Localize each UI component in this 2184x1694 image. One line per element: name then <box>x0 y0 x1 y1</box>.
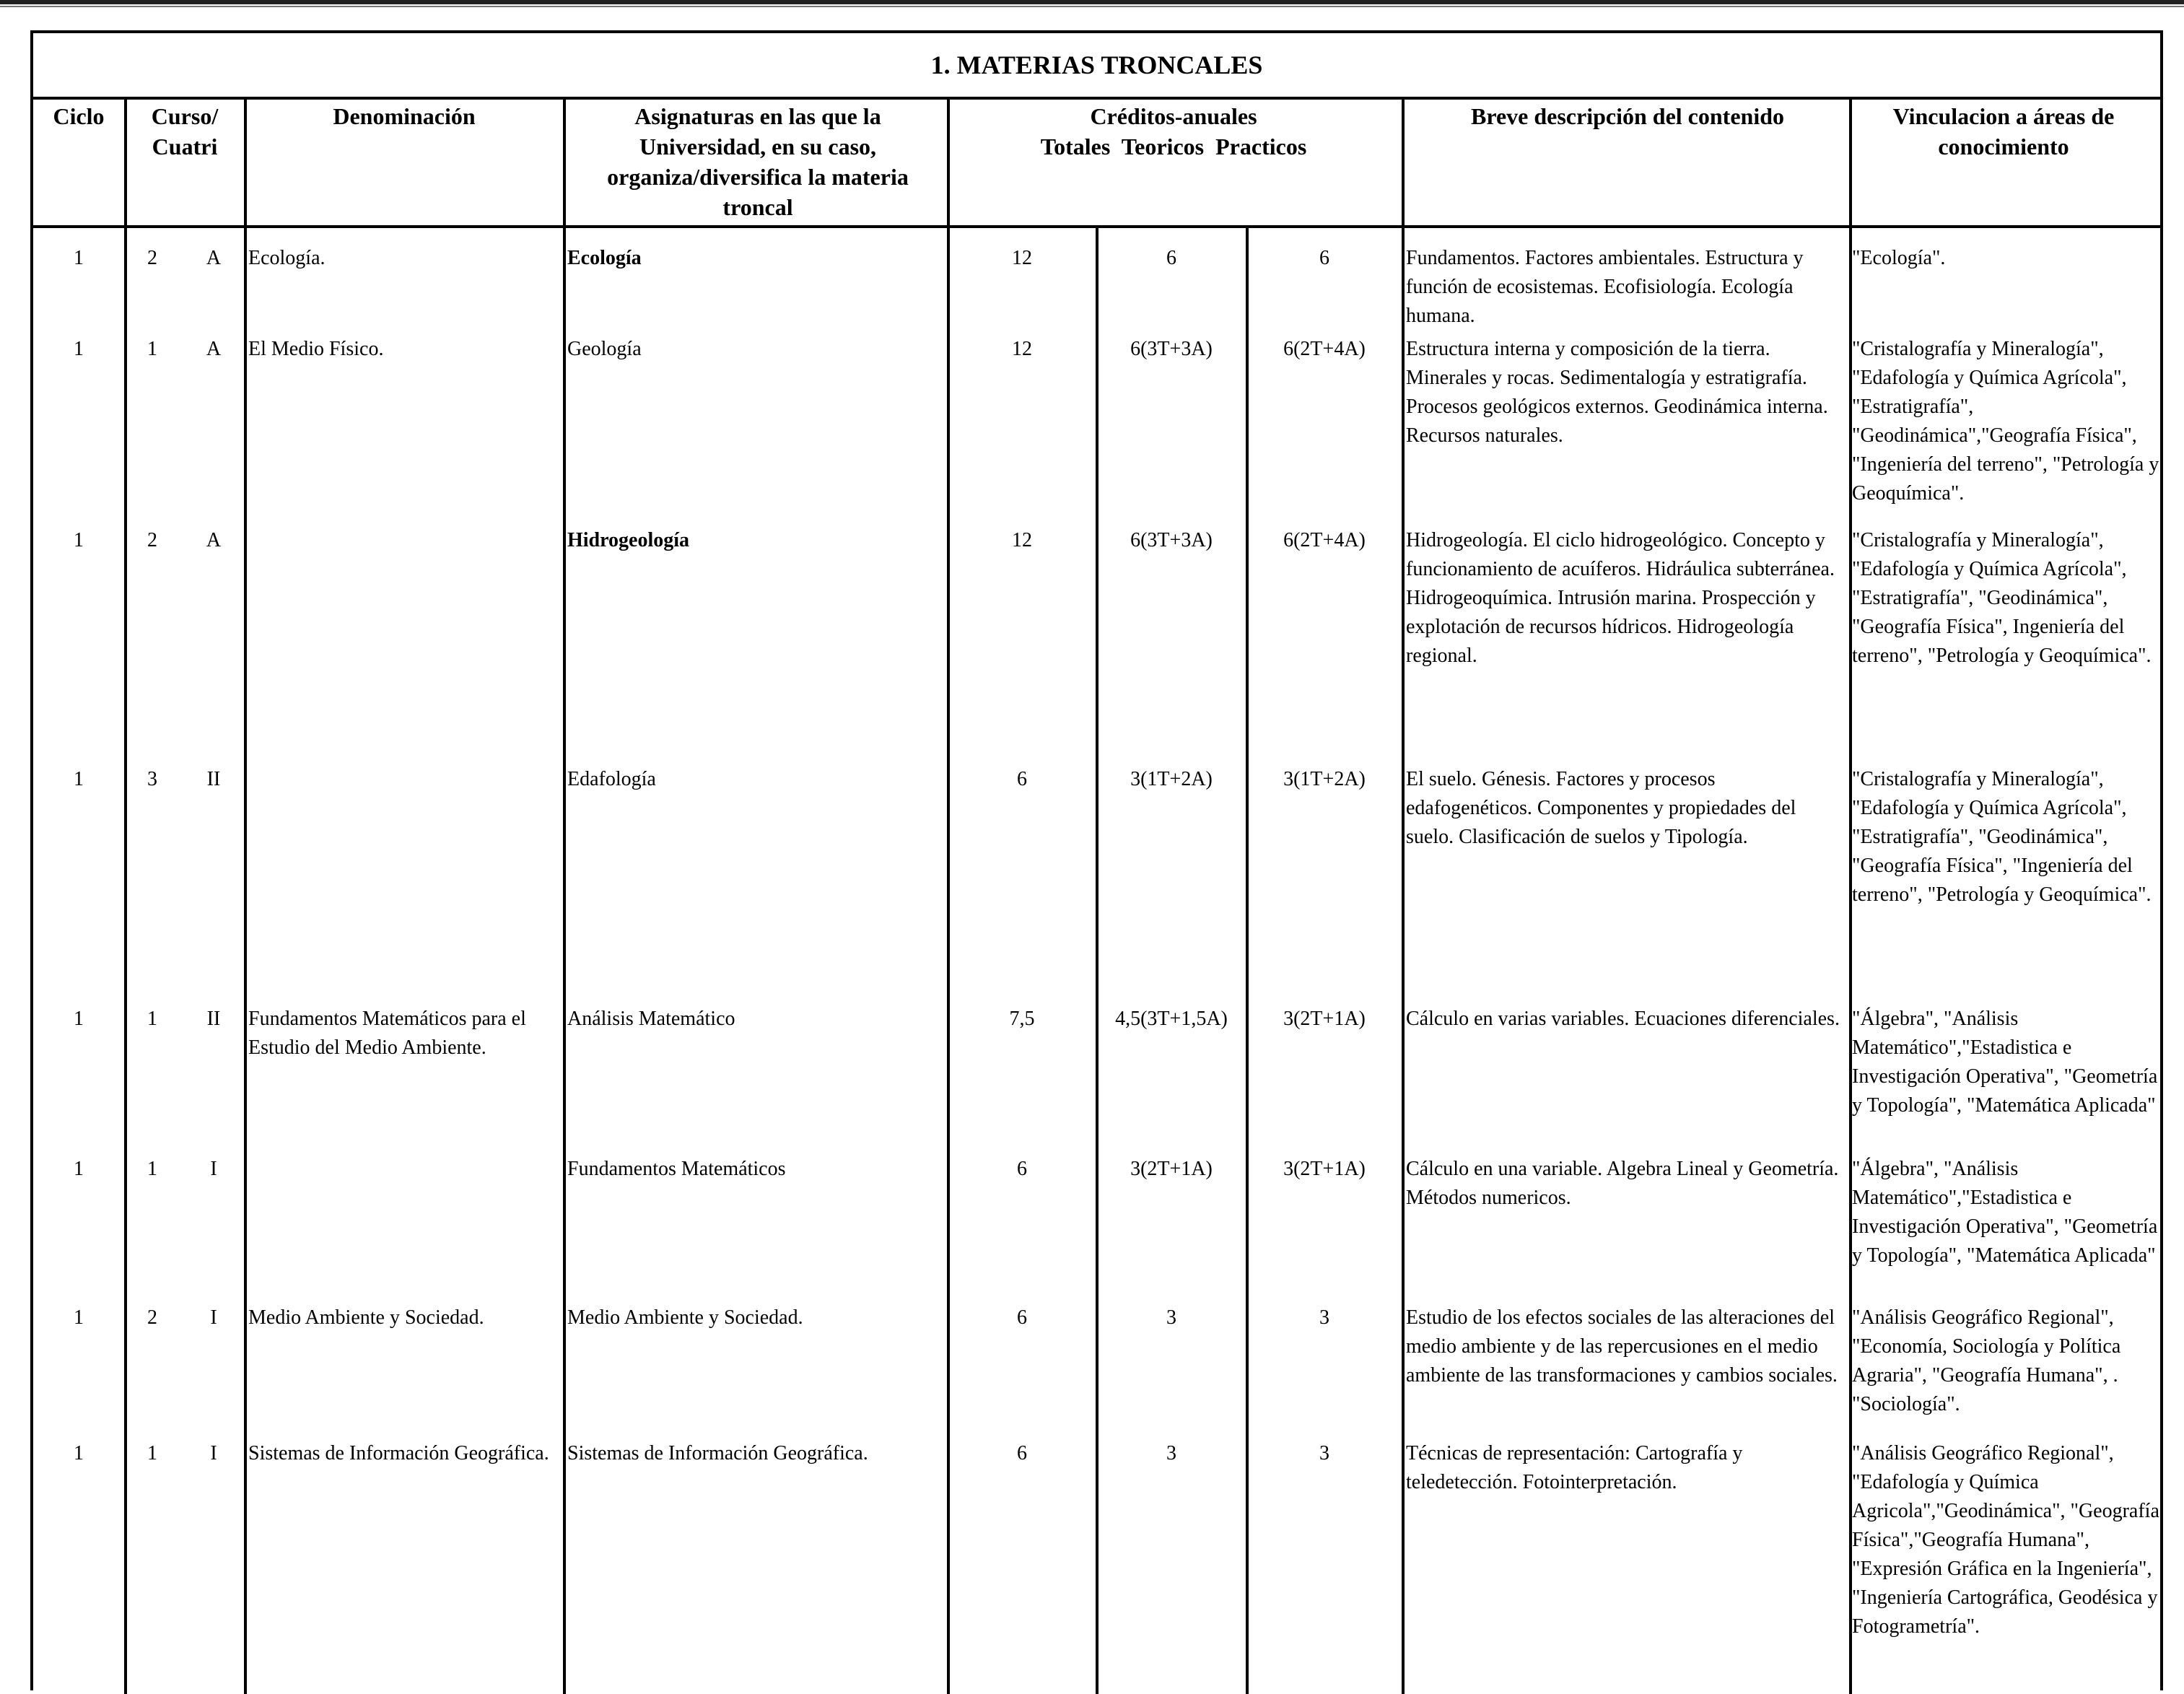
row2-totales: 12 <box>1012 338 1032 360</box>
header-vinculacion: Vinculacion a áreas de conocimiento <box>1892 103 2115 160</box>
row4-practicos: 3(1T+2A) <box>1283 768 1366 790</box>
row3-descripcion: Hidrogeología. El ciclo hidrogeológico. Concepto y funcionamiento de acuíferos. Hidráulica subterránea. Hidrogeoquímica. Intrusión marina. Prospección y explotación de recursos hídricos. Hidrogeología regional. <box>1406 529 1835 667</box>
row5-totales: 7,5 <box>1009 1008 1035 1030</box>
row7-practicos: 3 <box>1319 1306 1329 1329</box>
row2-teoricos: 6(3T+3A) <box>1130 338 1213 360</box>
row3-practicos: 6(2T+4A) <box>1283 529 1366 551</box>
row8-cuatri: I <box>210 1442 217 1464</box>
row6-vinculacion: "Álgebra", "Análisis Matemático","Estadistica e Investigación Operativa", "Geometría y Topología", "Matemática Aplicada" <box>1852 1158 2158 1267</box>
row1-totales: 12 <box>1012 247 1032 269</box>
row2-asignatura: Geología <box>567 338 642 360</box>
row7-descripcion: Estudio de los efectos sociales de las alteraciones del medio ambiente y de las repercusiones en el medio ambiente de las transformaciones y cambios sociales. <box>1406 1306 1838 1387</box>
row4-descripcion: El suelo. Génesis. Factores y procesos edafogenéticos. Componentes y propiedades del suelo. Clasificación de suelos y Tipología. <box>1406 768 1796 848</box>
row1-asignatura: Ecología <box>567 247 642 269</box>
scan-top-edge <box>0 0 2184 4</box>
row5-ciclo: 1 <box>74 1008 84 1030</box>
row1-ciclo: 1 <box>74 247 84 269</box>
row3-vinculacion: "Cristalografía y Mineralogía", "Edafología y Química Agrícola", "Estratigrafía", "Geodinámica", "Geografía Física", Ingeniería del terreno", "Petrología y Geoquímica". <box>1852 529 2152 667</box>
row4-vinculacion: "Cristalografía y Mineralogía", "Edafología y Química Agrícola", "Estratigrafía", "Geodinámica", "Geografía Física", "Ingeniería del terreno", "Petrología y Geoquímica". <box>1852 768 2152 906</box>
row5-curso: 1 <box>147 1008 157 1030</box>
header-creditos-title: Créditos-anuales <box>1090 103 1257 129</box>
row5-denominacion: Fundamentos Matemáticos para el Estudio del Medio Ambiente. <box>248 1008 526 1059</box>
row4-ciclo: 1 <box>74 768 84 790</box>
row3-cuatri: A <box>206 529 222 551</box>
row4-cuatri: II <box>206 768 221 790</box>
row5-cuatri: II <box>206 1008 221 1030</box>
row7-ciclo: 1 <box>74 1306 84 1329</box>
row6-cuatri: I <box>210 1158 217 1180</box>
row2-descripcion: Estructura interna y composición de la tierra. Minerales y rocas. Sedimentalogía y estratigrafía. Procesos geológicos externos. Geodinámica interna. Recursos naturales. <box>1406 338 1828 447</box>
row8-ciclo: 1 <box>74 1442 84 1464</box>
row8-practicos: 3 <box>1319 1442 1329 1464</box>
row4-teoricos: 3(1T+2A) <box>1130 768 1213 790</box>
row3-asignatura: Hidrogeología <box>567 529 690 551</box>
row3-ciclo: 1 <box>74 529 84 551</box>
row7-vinculacion: "Análisis Geográfico Regional", "Economía, Sociología y Política Agraria", "Geografía Humana", . "Sociología". <box>1852 1306 2121 1415</box>
row6-descripcion: Cálculo en una variable. Algebra Lineal y Geometría. Métodos numericos. <box>1406 1158 1839 1209</box>
row1-practicos: 6 <box>1319 247 1329 269</box>
header-descripcion: Breve descripción del contenido <box>1470 103 1785 129</box>
row5-teoricos: 4,5(3T+1,5A) <box>1115 1008 1228 1030</box>
row4-totales: 6 <box>1017 768 1027 790</box>
row1-vinculacion: "Ecología". <box>1852 247 1946 269</box>
header-curso-cuatri: Curso/ Cuatri <box>151 103 219 160</box>
row2-cuatri: A <box>206 338 222 360</box>
row7-cuatri: I <box>210 1306 217 1329</box>
row3-teoricos: 6(3T+3A) <box>1130 529 1213 551</box>
row6-teoricos: 3(2T+1A) <box>1130 1158 1213 1180</box>
title-divider <box>30 97 2163 100</box>
row4-curso: 3 <box>147 768 157 790</box>
row7-totales: 6 <box>1017 1306 1027 1329</box>
row1-curso: 2 <box>147 247 157 269</box>
row1-descripcion: Fundamentos. Factores ambientales. Estructura y función de ecosistemas. Ecofisiología. Ecología humana. <box>1406 247 1804 327</box>
row2-curso: 1 <box>147 338 157 360</box>
col-line-6 <box>1246 228 1249 1694</box>
row4-asignatura: Edafología <box>567 768 656 790</box>
row8-descripcion: Técnicas de representación: Cartografía y teledetección. Fotointerpretación. <box>1406 1442 1743 1493</box>
header-ciclo: Ciclo <box>53 103 105 129</box>
row8-asignatura: Sistemas de Información Geográfica. <box>567 1442 868 1464</box>
col-line-3 <box>563 100 566 1694</box>
row2-denominacion: El Medio Físico. <box>248 338 384 360</box>
row6-practicos: 3(2T+1A) <box>1283 1158 1366 1180</box>
row6-asignatura: Fundamentos Matemáticos <box>567 1158 786 1180</box>
col-line-2 <box>244 100 247 1694</box>
col-line-7 <box>1402 100 1405 1694</box>
row5-practicos: 3(2T+1A) <box>1283 1008 1366 1030</box>
row1-teoricos: 6 <box>1166 247 1176 269</box>
header-creditos-sub: Totales Teoricos Practicos <box>1040 134 1307 160</box>
scan-top-edge-shadow <box>0 6 2184 7</box>
col-line-5 <box>1096 228 1098 1694</box>
row6-curso: 1 <box>147 1158 157 1180</box>
row5-asignatura: Análisis Matemático <box>567 1008 735 1030</box>
row1-cuatri: A <box>206 247 222 269</box>
row7-teoricos: 3 <box>1166 1306 1176 1329</box>
row6-totales: 6 <box>1017 1158 1027 1180</box>
row5-descripcion: Cálculo en varias variables. Ecuaciones diferenciales. <box>1406 1008 1840 1030</box>
row7-curso: 2 <box>147 1306 157 1329</box>
row7-denominacion: Medio Ambiente y Sociedad. <box>248 1306 484 1329</box>
row3-totales: 12 <box>1012 529 1032 551</box>
row8-denominacion: Sistemas de Información Geográfica. <box>248 1442 549 1464</box>
row2-vinculacion: "Cristalografía y Mineralogía", "Edafología y Química Agrícola", "Estratigrafía", "Geodinámica","Geografía Física", "Ingeniería del terreno", "Petrología y Geoquímica". <box>1852 338 2159 505</box>
row1-denominacion: Ecología. <box>248 247 326 269</box>
row8-vinculacion: "Análisis Geográfico Regional", "Edafología y Química Agricola","Geodinámica", "Geografía Física","Geografía Humana", "Expresión Gráfica en la Ingeniería", "Ingeniería Cartográfica, Geodésica y Fotogrametría". <box>1852 1442 2159 1638</box>
row8-totales: 6 <box>1017 1442 1027 1464</box>
header-denominacion: Denominación <box>333 103 476 129</box>
header-asignaturas: Asignaturas en las que la Universidad, en su caso, organiza/diversifica la materia troncal <box>607 103 909 220</box>
row6-ciclo: 1 <box>74 1158 84 1180</box>
row2-ciclo: 1 <box>74 338 84 360</box>
header-creditos <box>950 101 1397 162</box>
row8-teoricos: 3 <box>1166 1442 1176 1464</box>
row2-practicos: 6(2T+4A) <box>1283 338 1366 360</box>
row3-curso: 2 <box>147 529 157 551</box>
row7-asignatura: Medio Ambiente y Sociedad. <box>567 1306 803 1329</box>
row8-curso: 1 <box>147 1442 157 1464</box>
row5-vinculacion: "Álgebra", "Análisis Matemático","Estadistica e Investigación Operativa", "Geometría y Topología", "Matemática Aplicada" <box>1852 1008 2158 1117</box>
table-title: 1. MATERIAS TRONCALES <box>930 51 1263 79</box>
